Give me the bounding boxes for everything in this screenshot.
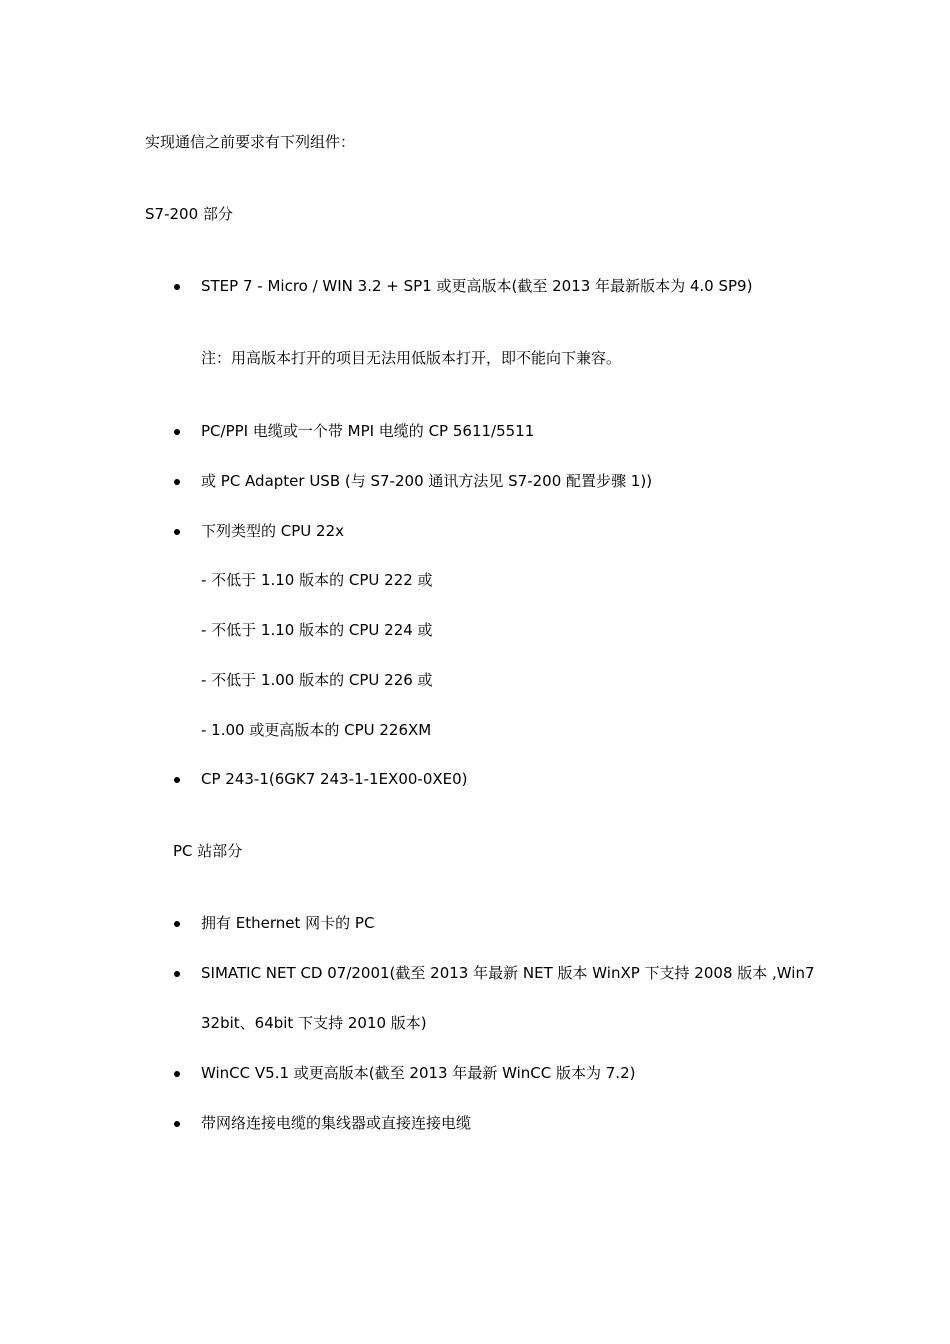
cpu-226xm-item: - 1.00 或更高版本的 CPU 226XM: [201, 721, 432, 739]
intro-text: 实现通信之前要求有下列组件：: [145, 133, 356, 151]
cpu-222-item: - 不低于 1.10 版本的 CPU 222 或: [201, 571, 433, 589]
pc-station-heading: PC 站部分: [173, 842, 243, 860]
ethernet-item: 拥有 Ethernet 网卡的 PC: [201, 914, 375, 932]
bullet-icon: [174, 284, 180, 290]
bullet-icon: [174, 921, 180, 927]
cpu-224-item: - 不低于 1.10 版本的 CPU 224 或: [201, 621, 433, 639]
cpu-types-item: 下列类型的 CPU 22x: [201, 522, 344, 540]
bullet-icon: [174, 479, 180, 485]
wincc-item: WinCC V5.1 或更高版本(截至 2013 年最新 WinCC 版本为 7.2): [201, 1064, 636, 1082]
bullet-icon: [174, 429, 180, 435]
compat-note: 注：用高版本打开的项目无法用低版本打开，即不能向下兼容。: [201, 349, 622, 367]
bullet-icon: [174, 1121, 180, 1127]
bullet-icon: [174, 1071, 180, 1077]
bullet-icon: [174, 777, 180, 783]
cp243-item: CP 243-1(6GK7 243-1-1EX00-0XE0): [201, 770, 468, 788]
cpu-226-item: - 不低于 1.00 版本的 CPU 226 或: [201, 671, 433, 689]
bullet-icon: [174, 529, 180, 535]
adapter-item: 或 PC Adapter USB (与 S7-200 通讯方法见 S7-200 配置步骤 1)): [201, 472, 653, 490]
bullet-icon: [174, 971, 180, 977]
simatic-net-item-cont: 32bit、64bit 下支持 2010 版本): [201, 1014, 427, 1032]
cable-item: PC/PPI 电缆或一个带 MPI 电缆的 CP 5611/5511: [201, 422, 535, 440]
simatic-net-item: SIMATIC NET CD 07/2001(截至 2013 年最新 NET 版本 WinXP 下支持 2008 版本 ,Win7: [201, 964, 815, 982]
step7-item: STEP 7 - Micro / WIN 3.2 + SP1 或更高版本(截至 2013 年最新版本为 4.0 SP9): [201, 277, 753, 295]
s7-200-heading: S7-200 部分: [145, 205, 233, 223]
hub-cable-item: 带网络连接电缆的集线器或直接连接电缆: [201, 1114, 472, 1132]
